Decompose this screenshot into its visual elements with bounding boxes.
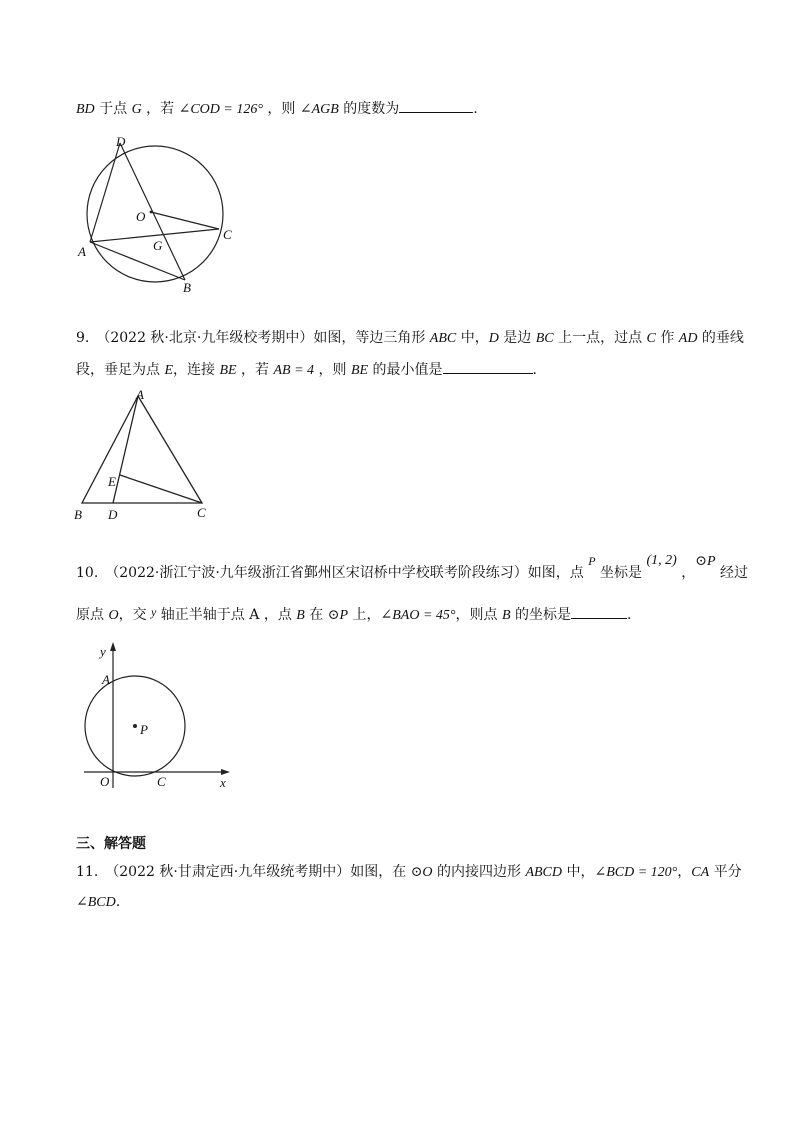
q10-text: ，交 (118, 607, 152, 623)
q11-text-line-2 (76, 892, 120, 913)
q10-answer-blank[interactable] (571, 604, 627, 619)
section-title: 三、解答题 (76, 836, 146, 852)
q10-text: ，则点 (455, 607, 502, 623)
q9-text: ，连接 (173, 362, 220, 378)
q10-label-p: P (140, 722, 148, 737)
q8-text: ，若 (141, 101, 179, 117)
q11-text: 平分 (709, 864, 742, 880)
q11-math-angle-bcd: ∠BCD = 120° (594, 865, 678, 880)
q10-text: . (626, 607, 632, 623)
q9-label-c: C (197, 505, 206, 520)
q8-label-b: B (183, 280, 191, 295)
q11-text: 11. （2022 秋·甘肃定西·九年级统考期中）如图，在 (76, 864, 411, 880)
q11-text: ， (677, 864, 692, 880)
q9-text: . (532, 362, 537, 378)
q10-text: 坐标是 (595, 565, 647, 581)
q11-math-ca: CA (691, 865, 710, 880)
q9-label-b: B (74, 507, 82, 522)
q10-math-angle-bao: ∠BAO = 45° (380, 608, 456, 623)
q9-text-line-2 (76, 359, 537, 381)
q10-math-coord: (1, 2) (646, 553, 677, 568)
q8-label-a: A (78, 244, 86, 259)
q8-text: ，则 (262, 101, 300, 117)
q9-math-e: E (164, 363, 174, 378)
q9-figure-triangle (70, 386, 220, 526)
q10-text: 原点 (76, 607, 109, 623)
q9-text: 的垂线 (697, 330, 744, 346)
q9-text: 的最小值是 (368, 362, 443, 378)
q9-label-d: D (108, 507, 118, 522)
q9-text: 9. （2022 秋·北京·九年级校考期中）如图，等边三角形 (76, 330, 430, 346)
q8-text-line-1 (76, 98, 478, 120)
q10-text: 在 (304, 607, 328, 623)
q8-answer-blank[interactable] (399, 98, 473, 113)
q9-text: 段，垂足为点 (76, 362, 165, 378)
q10-label-x: x (220, 775, 226, 790)
q9-answer-blank[interactable] (443, 359, 533, 374)
q9-math-c: C (646, 331, 656, 346)
q11-math-abcd: ABCD (525, 865, 563, 880)
q8-math-bd: BD (76, 102, 95, 117)
q10-text: 上， (348, 607, 381, 623)
q10-text-line-2 (76, 604, 631, 626)
q11-text: 的内接四边形 (432, 864, 526, 880)
q11-math-angle-bcd2: ∠BCD (76, 895, 116, 910)
q10-math-y: y (151, 605, 157, 619)
q9-label-a: A (136, 387, 144, 402)
q11-math-circle-o: ⊙O (410, 865, 433, 880)
q9-text: 作 (655, 330, 679, 346)
q10-text: 轴正半轴于点 A ，点 (156, 607, 297, 623)
q9-math-abc: ABC (429, 331, 457, 346)
q10-math-o: O (108, 608, 119, 623)
q11-text: . (115, 894, 121, 910)
q10-math-p: P (588, 554, 596, 568)
q10-text: ， (676, 565, 696, 581)
q10-text-line-1 (76, 553, 749, 584)
q8-label-d: D (116, 134, 126, 149)
q8-text: 的度数为 (338, 101, 400, 117)
q9-label-e: E (108, 474, 116, 489)
q8-label-g: G (153, 238, 163, 253)
q8-math-angle-agb: ∠AGB (299, 102, 339, 117)
q11-text-line-1 (76, 862, 742, 883)
q10-text: 10. （2022·浙江宁波·九年级浙江省鄞州区宋诏桥中学校联考阶段练习）如图，点 (76, 565, 589, 581)
q10-text: 的坐标是 (510, 607, 571, 623)
q9-text-line-1 (76, 328, 744, 349)
q8-label-c: C (223, 227, 232, 242)
q9-math-ab4: AB = 4 (273, 363, 315, 378)
q9-math-d: D (488, 331, 499, 346)
q10-label-a: A (102, 672, 110, 687)
q8-math-g: G (131, 102, 142, 117)
q9-text: 中， (456, 330, 489, 346)
q9-text: 上一点，过点 (553, 330, 647, 346)
q9-math-be2: BE (350, 363, 369, 378)
q8-math-angle-cod: ∠COD = 126° (178, 102, 263, 117)
q10-math-b: B (296, 608, 305, 623)
q8-figure-circle (70, 128, 250, 298)
q8-label-o: O (136, 209, 146, 224)
q10-label-y: y (100, 644, 106, 659)
q9-math-bc: BC (535, 331, 554, 346)
q10-label-o: O (100, 774, 110, 789)
q9-math-ad: AD (678, 331, 698, 346)
q9-text: ，则 (314, 362, 351, 378)
q10-figure-coordinate-circle (80, 638, 250, 798)
q10-math-circle-p: ⊙P (695, 554, 716, 569)
q9-text: ，若 (236, 362, 274, 378)
q8-text: 于点 (94, 101, 132, 117)
q11-text: 中， (562, 864, 595, 880)
q10-math-circle-p2: ⊙P (327, 608, 349, 623)
q10-math-b2: B (501, 608, 511, 623)
q9-text: 是边 (498, 330, 536, 346)
q10-label-c: C (157, 774, 166, 789)
q8-text: . (473, 101, 478, 117)
q10-text: 经过 (715, 565, 749, 581)
q9-math-be: BE (219, 363, 237, 378)
